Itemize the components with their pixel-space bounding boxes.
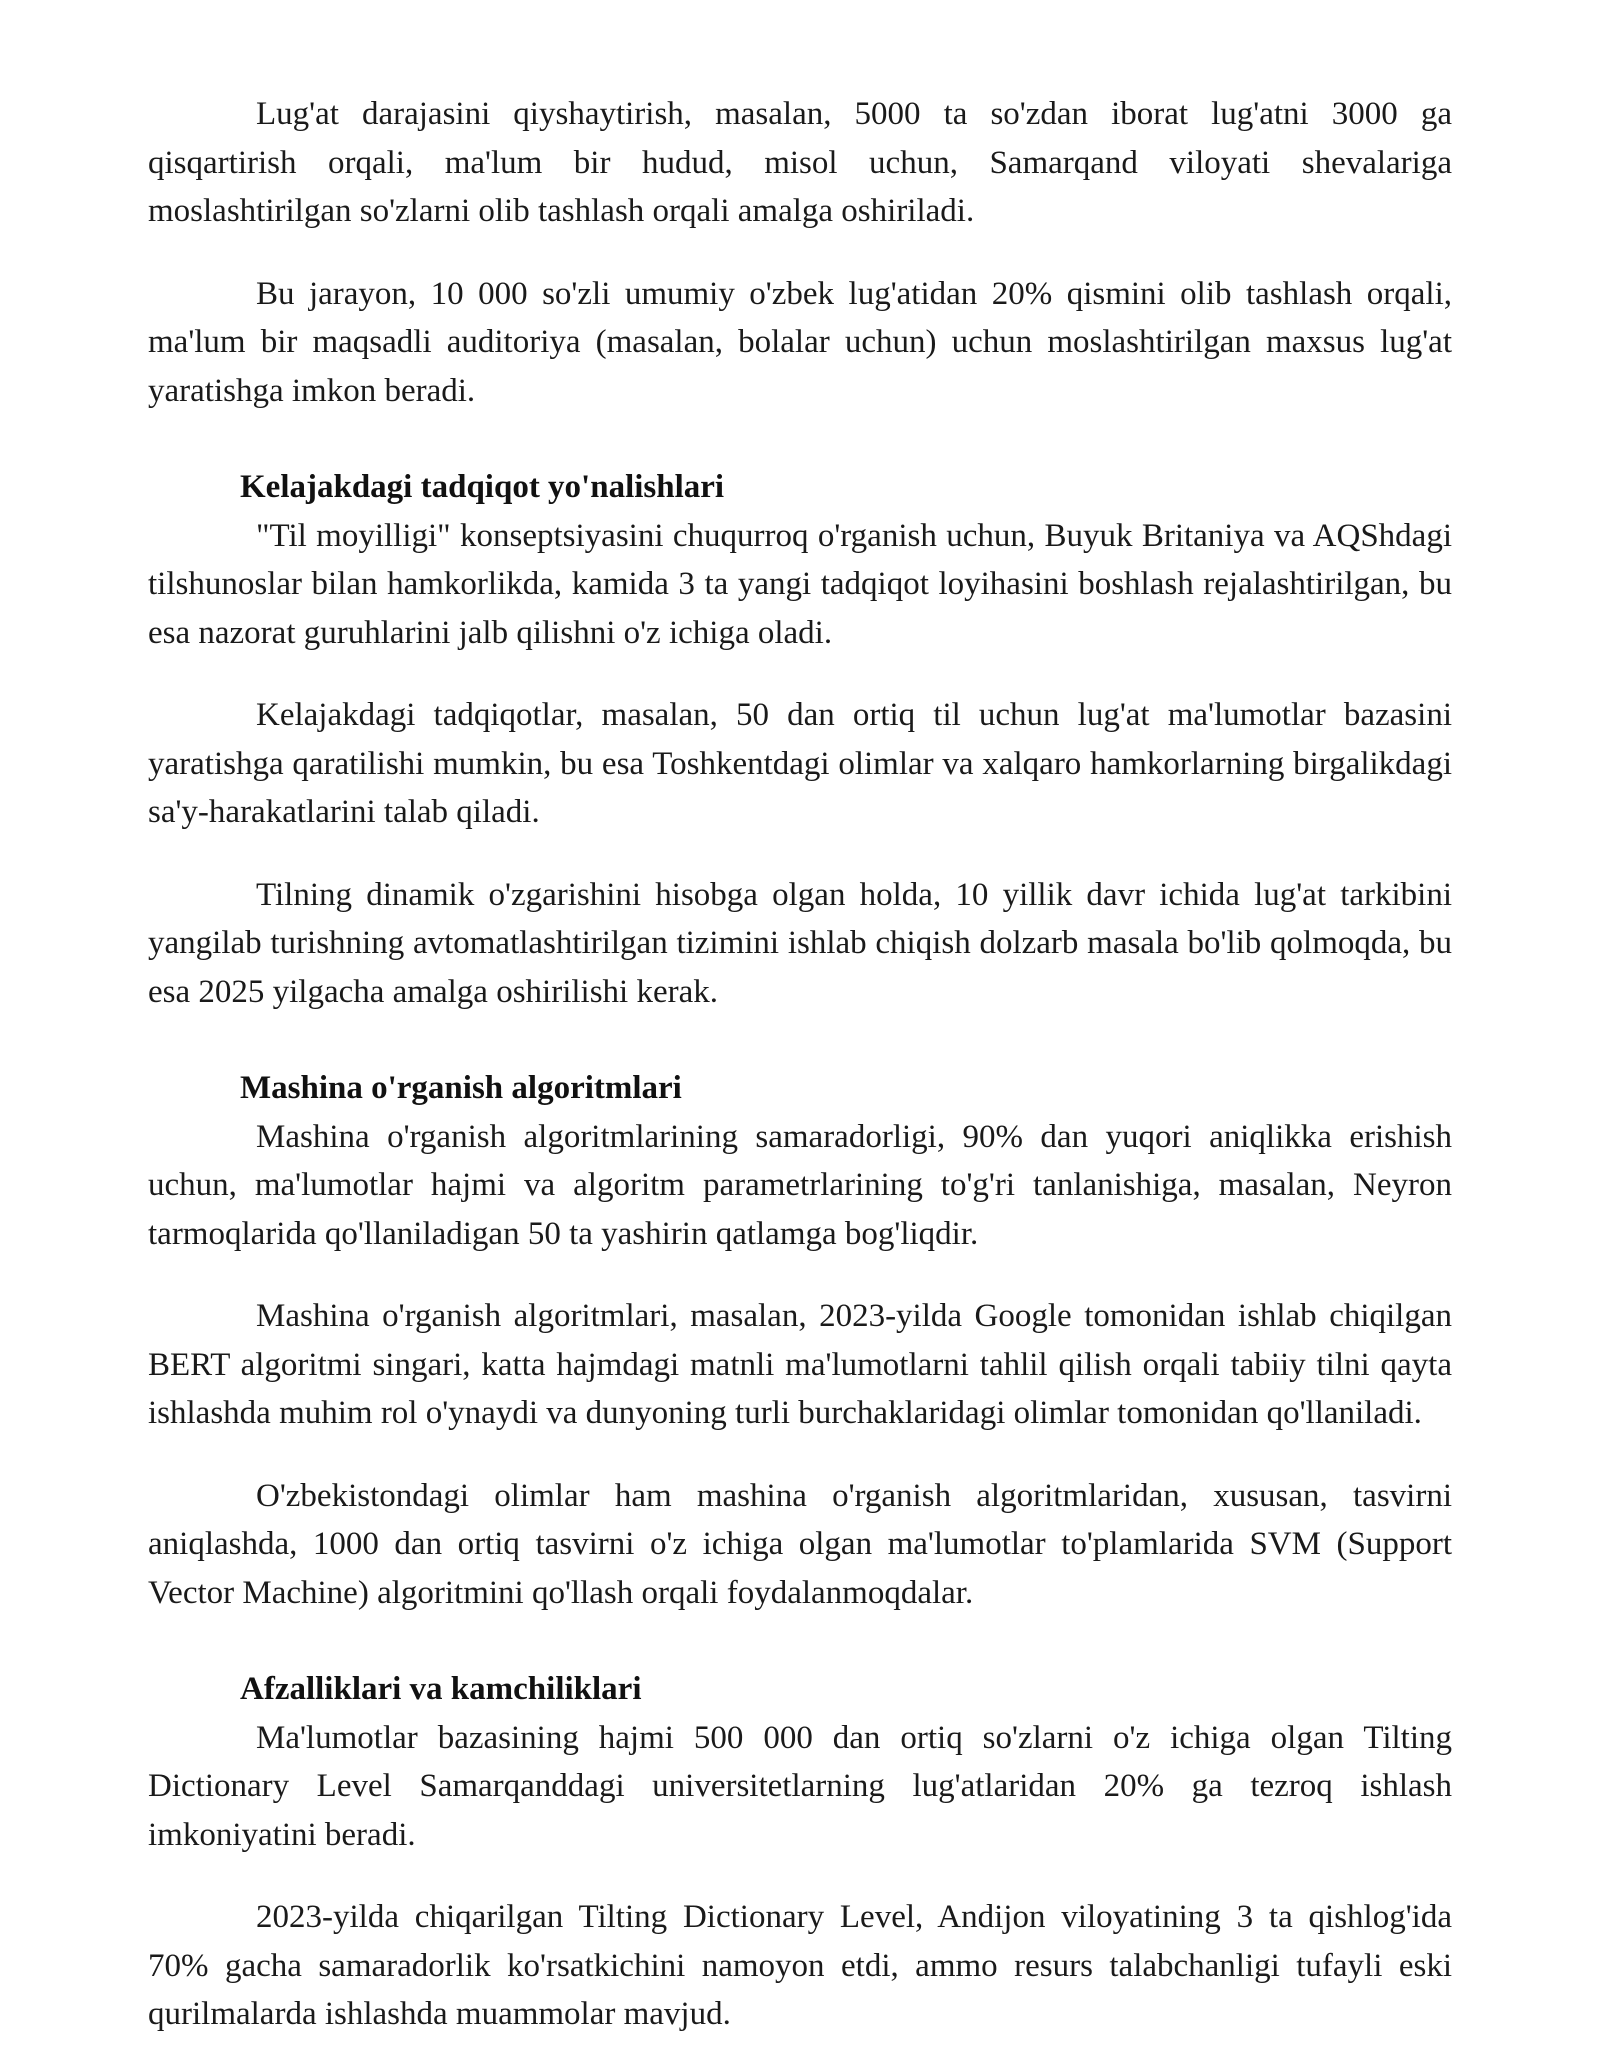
heading-pros-cons: Afzalliklari va kamchiliklari: [240, 1671, 642, 1707]
paragraph-future-database: Kelajakdagi tadqiqotlar, masalan, 50 dan ortiq til uchun lug'at ma'lumotlar bazasini yaratishga qaratilishi mumkin, bu esa Toshkentdagi olimlar va xalqaro hamkorlarning birgalikdagi sa'y-harakatlarini talab qiladi.: [148, 697, 1452, 830]
paragraph-language-tendency: "Til moyilligi" konseptsiyasini chuqurroq o'rganish uchun, Buyuk Britaniya va AQShdagi tilshunoslar bilan hamkorlikda, kamida 3 ta yangi tadqiqot loyihasini boshlash rejalashtirilgan, bu esa nazorat guruhlarini jalb qilishni o'z ichiga oladi.: [148, 517, 1452, 651]
paragraph-process-audience: Bu jarayon, 10 000 so'zli umumiy o'zbek lug'atidan 20% qismini olib tashlash orqali, ma'lum bir maqsadli auditoriya (masalan, bolalar uchun) uchun moslashtirilgan maxsus lug'at yaratishga imkon beradi.: [148, 275, 1452, 409]
paragraph-tilting-2023: 2023-yilda chiqarilgan Tilting Dictionary Level, Andijon viloyatining 3 ta qishlog'ida 70% gacha samaradorlik ko'rsatkichini namoyon etdi, ammo resurs talabchanligi tufayli eski qurilmalarda ishlashda muammolar mavjud.: [148, 1899, 1452, 2032]
paragraph-ml-bert: Mashina o'rganish algoritmlari, masalan, 2023-yilda Google tomonidan ishlab chiqilgan BERT algoritmi singari, katta hajmdagi matnli ma'lumotlarni tahlil qilish orqali tabiiy tilni qayta ishlashda muhim rol o'ynaydi va dunyoning turli burchaklaridagi olimlar tomonidan qo'llaniladi.: [148, 1298, 1452, 1431]
paragraph-dictionary-tilting: Lug'at darajasini qiyshaytirish, masalan, 5000 ta so'zdan iborat lug'atni 3000 ga qisqartirish orqali, ma'lum bir hudud, misol uchun, Samarqand viloyati shevalariga moslashtirilgan so'zlarni olib tashlash orqali amalga oshiriladi.: [148, 96, 1452, 229]
paragraph-ml-efficiency: Mashina o'rganish algoritmlarining samaradorligi, 90% dan yuqori aniqlikka erishish uchun, ma'lumotlar hajmi va algoritm parametrlarining to'g'ri tanlanishiga, masalan, Neyron tarmoqlarida qo'llaniladigan 50 ta yashirin qatlamga bog'liqdir.: [148, 1118, 1452, 1252]
paragraph-dynamic-change: Tilning dinamik o'zgarishini hisobga olgan holda, 10 yillik davr ichida lug'at tarkibini yangilab turishning avtomatlashtirilgan tizimini ishlab chiqish dolzarb masala bo'lib qolmoqda, bu esa 2025 yilgacha amalga oshirilishi kerak.: [148, 876, 1452, 1010]
paragraph-database-size: Ma'lumotlar bazasining hajmi 500 000 dan ortiq so'zlarni o'z ichiga olgan Tilting Dictionary Level Samarqanddagi universitetlarning lug'atlaridan 20% ga tezroq ishlash imkoniyatini beradi.: [148, 1719, 1452, 1853]
paragraph-ml-uzbekistan: O'zbekistondagi olimlar ham mashina o'rganish algoritmlaridan, xususan, tasvirni aniqlashda, 1000 dan ortiq tasvirni o'z ichiga olgan ma'lumotlar to'plamlarida SVM (Support Vector Machine) algoritmini qo'llash orqali foydalanmoqdalar.: [148, 1477, 1452, 1611]
document-page: [148, 90, 1452, 2039]
heading-future-research: Kelajakdagi tadqiqot yo'nalishlari: [240, 469, 725, 505]
heading-machine-learning: Mashina o'rganish algoritmlari: [240, 1070, 682, 1106]
